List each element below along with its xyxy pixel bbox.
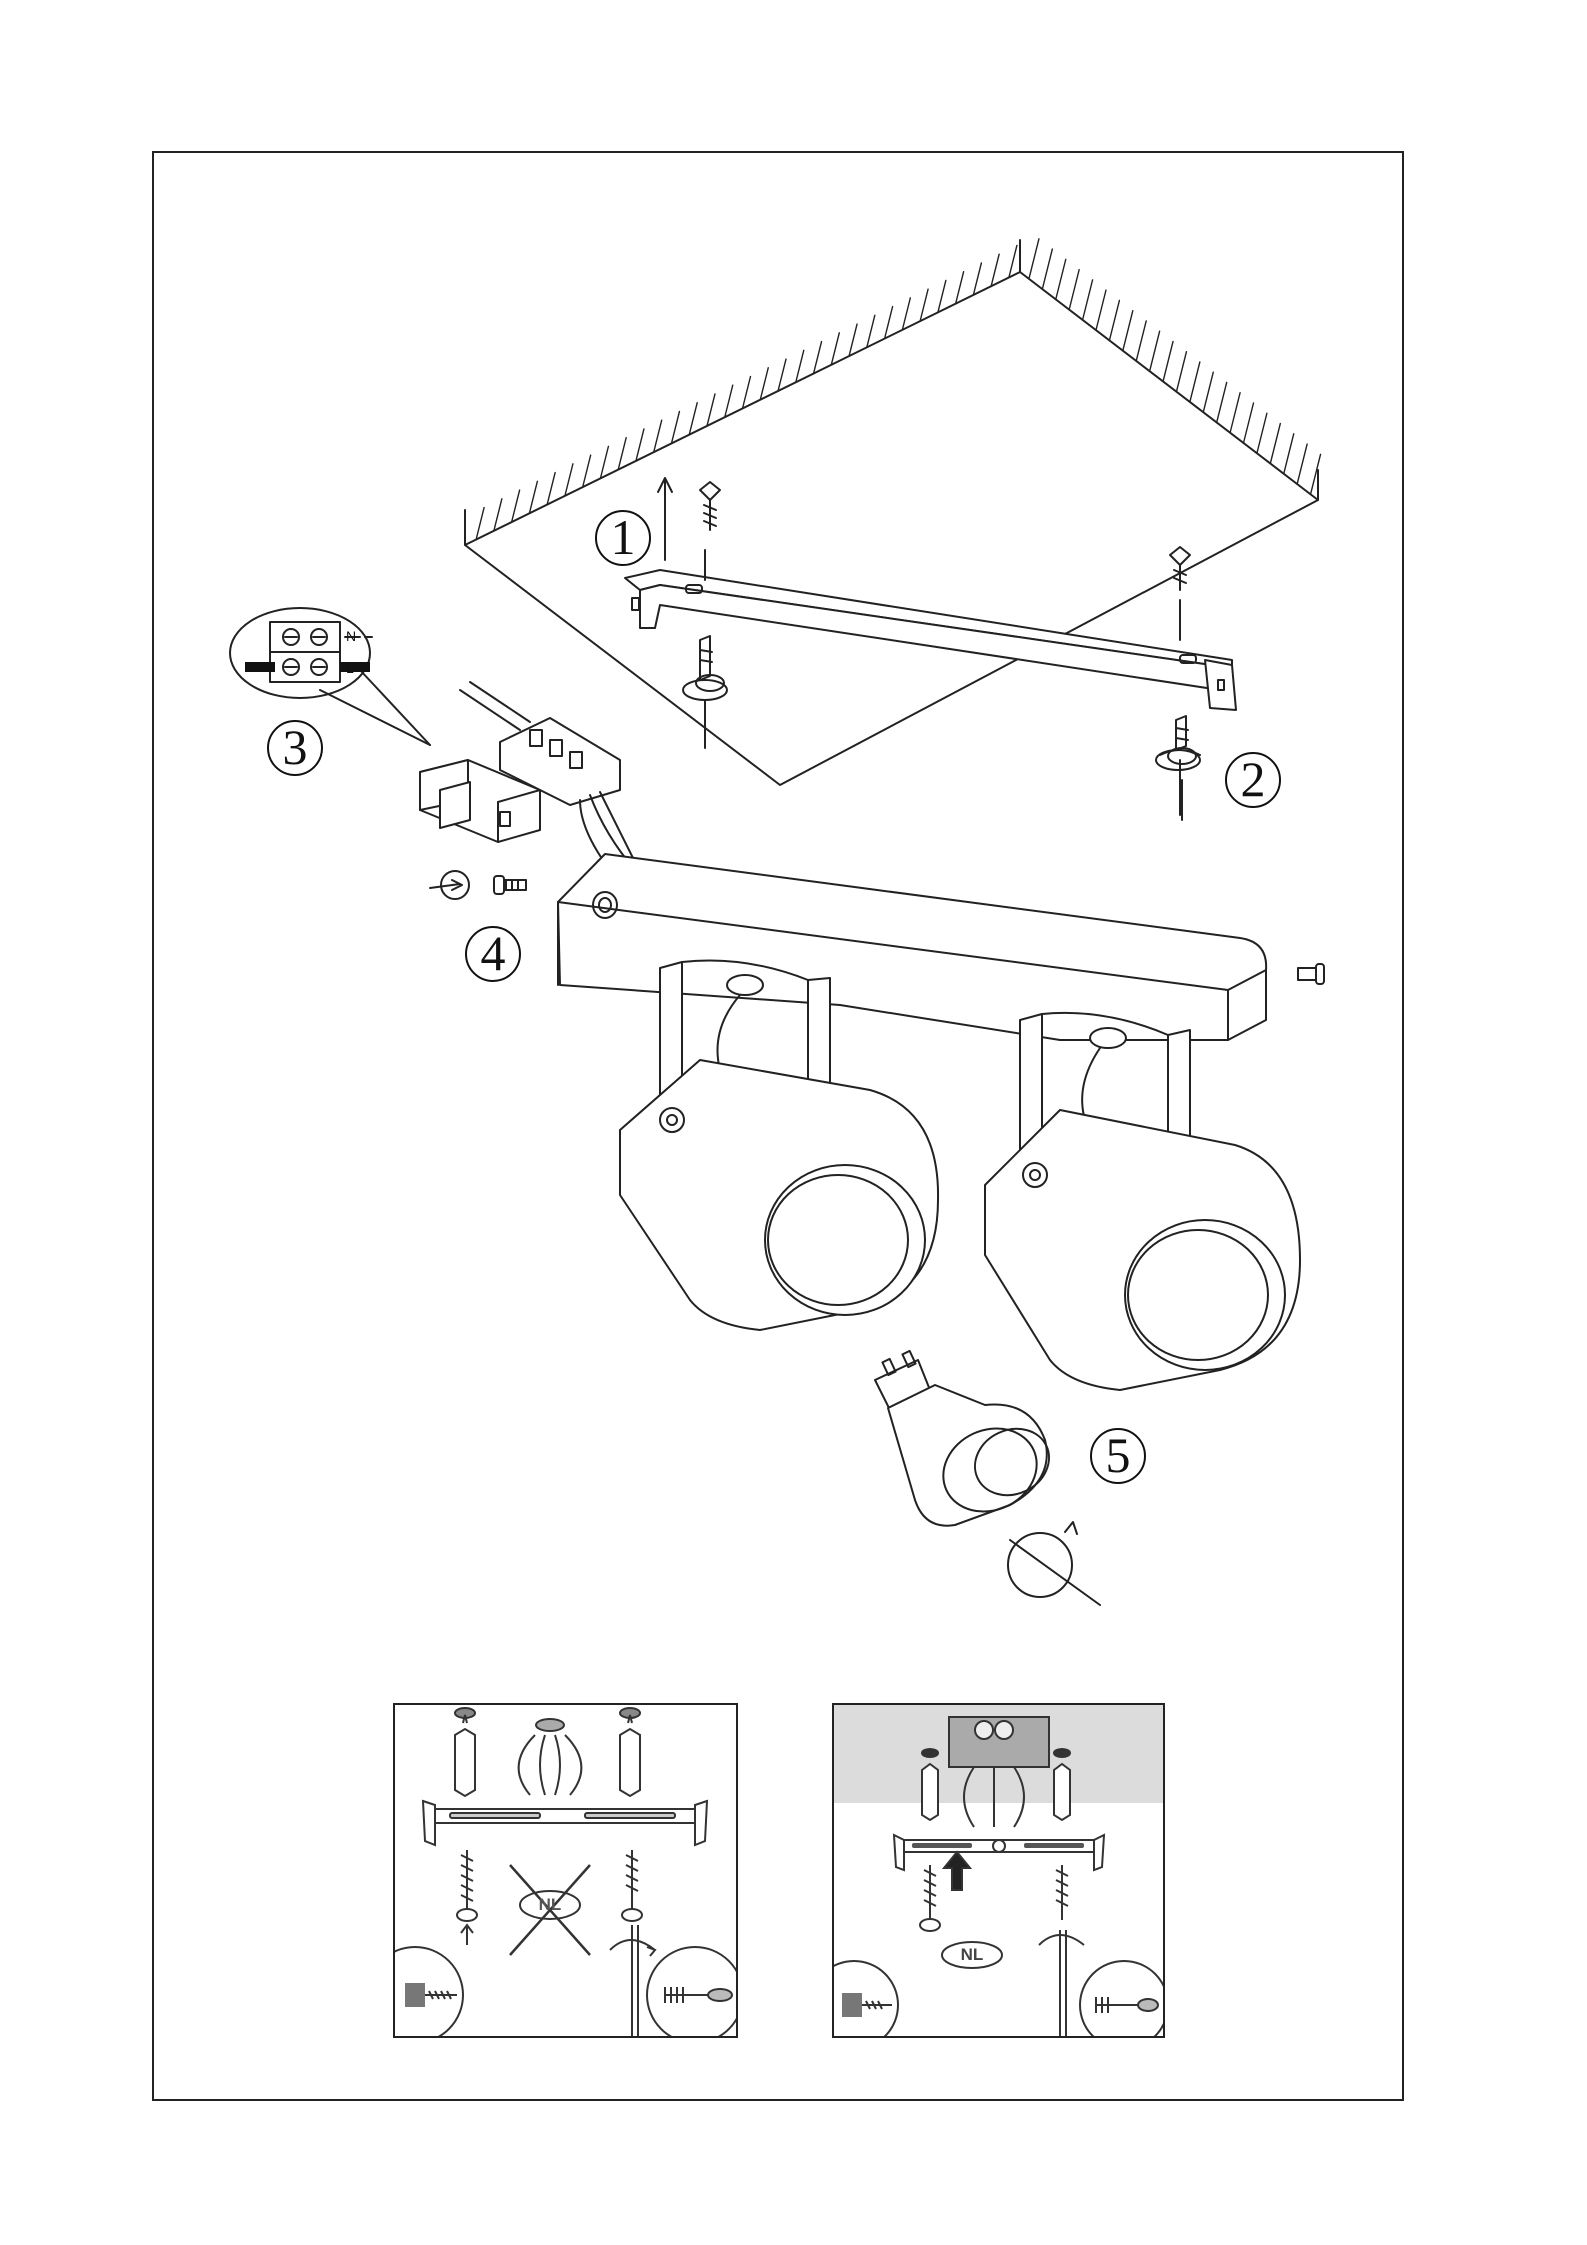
- terminal-label-l: L: [346, 660, 354, 676]
- step-number-2: 2: [1225, 752, 1281, 808]
- screwdriver: [610, 1850, 655, 2038]
- step-number-3: 3: [267, 720, 323, 776]
- anchor-left: [455, 1708, 475, 1796]
- screw-left: [920, 1865, 940, 1931]
- spotlight-right: [985, 1013, 1300, 1390]
- step-number-5: 5: [1090, 1428, 1146, 1484]
- install-panel-correct: [832, 1703, 1165, 2038]
- screw-left: [457, 1850, 477, 1945]
- install-panel-incorrect: [393, 1703, 738, 2038]
- panel-bracket: [423, 1801, 707, 1845]
- terminal-callout: [230, 608, 430, 745]
- screwdriver: [1039, 1865, 1084, 2038]
- detail-circle-screw: [834, 1961, 898, 2038]
- cable-bundle: [519, 1719, 582, 1795]
- panel-bracket: [894, 1835, 1104, 1870]
- detail-circle-screw: [395, 1947, 463, 2038]
- nl-badge: NL: [960, 1945, 984, 1964]
- spotlight-left: [620, 960, 938, 1330]
- ceiling-slab: [465, 239, 1321, 785]
- detail-circle-screwdriver: [647, 1947, 738, 2038]
- terminal-label-n: N: [346, 628, 357, 644]
- connection-box: [420, 682, 640, 872]
- up-arrow: [944, 1852, 970, 1890]
- step-number-1: 1: [595, 510, 651, 566]
- step-number-4: 4: [465, 926, 521, 982]
- anchor-right: [620, 1708, 640, 1796]
- detail-circle-screwdriver: [1080, 1961, 1165, 2038]
- nl-badge: NL: [538, 1895, 562, 1914]
- gu10-bulb: [875, 1351, 1100, 1605]
